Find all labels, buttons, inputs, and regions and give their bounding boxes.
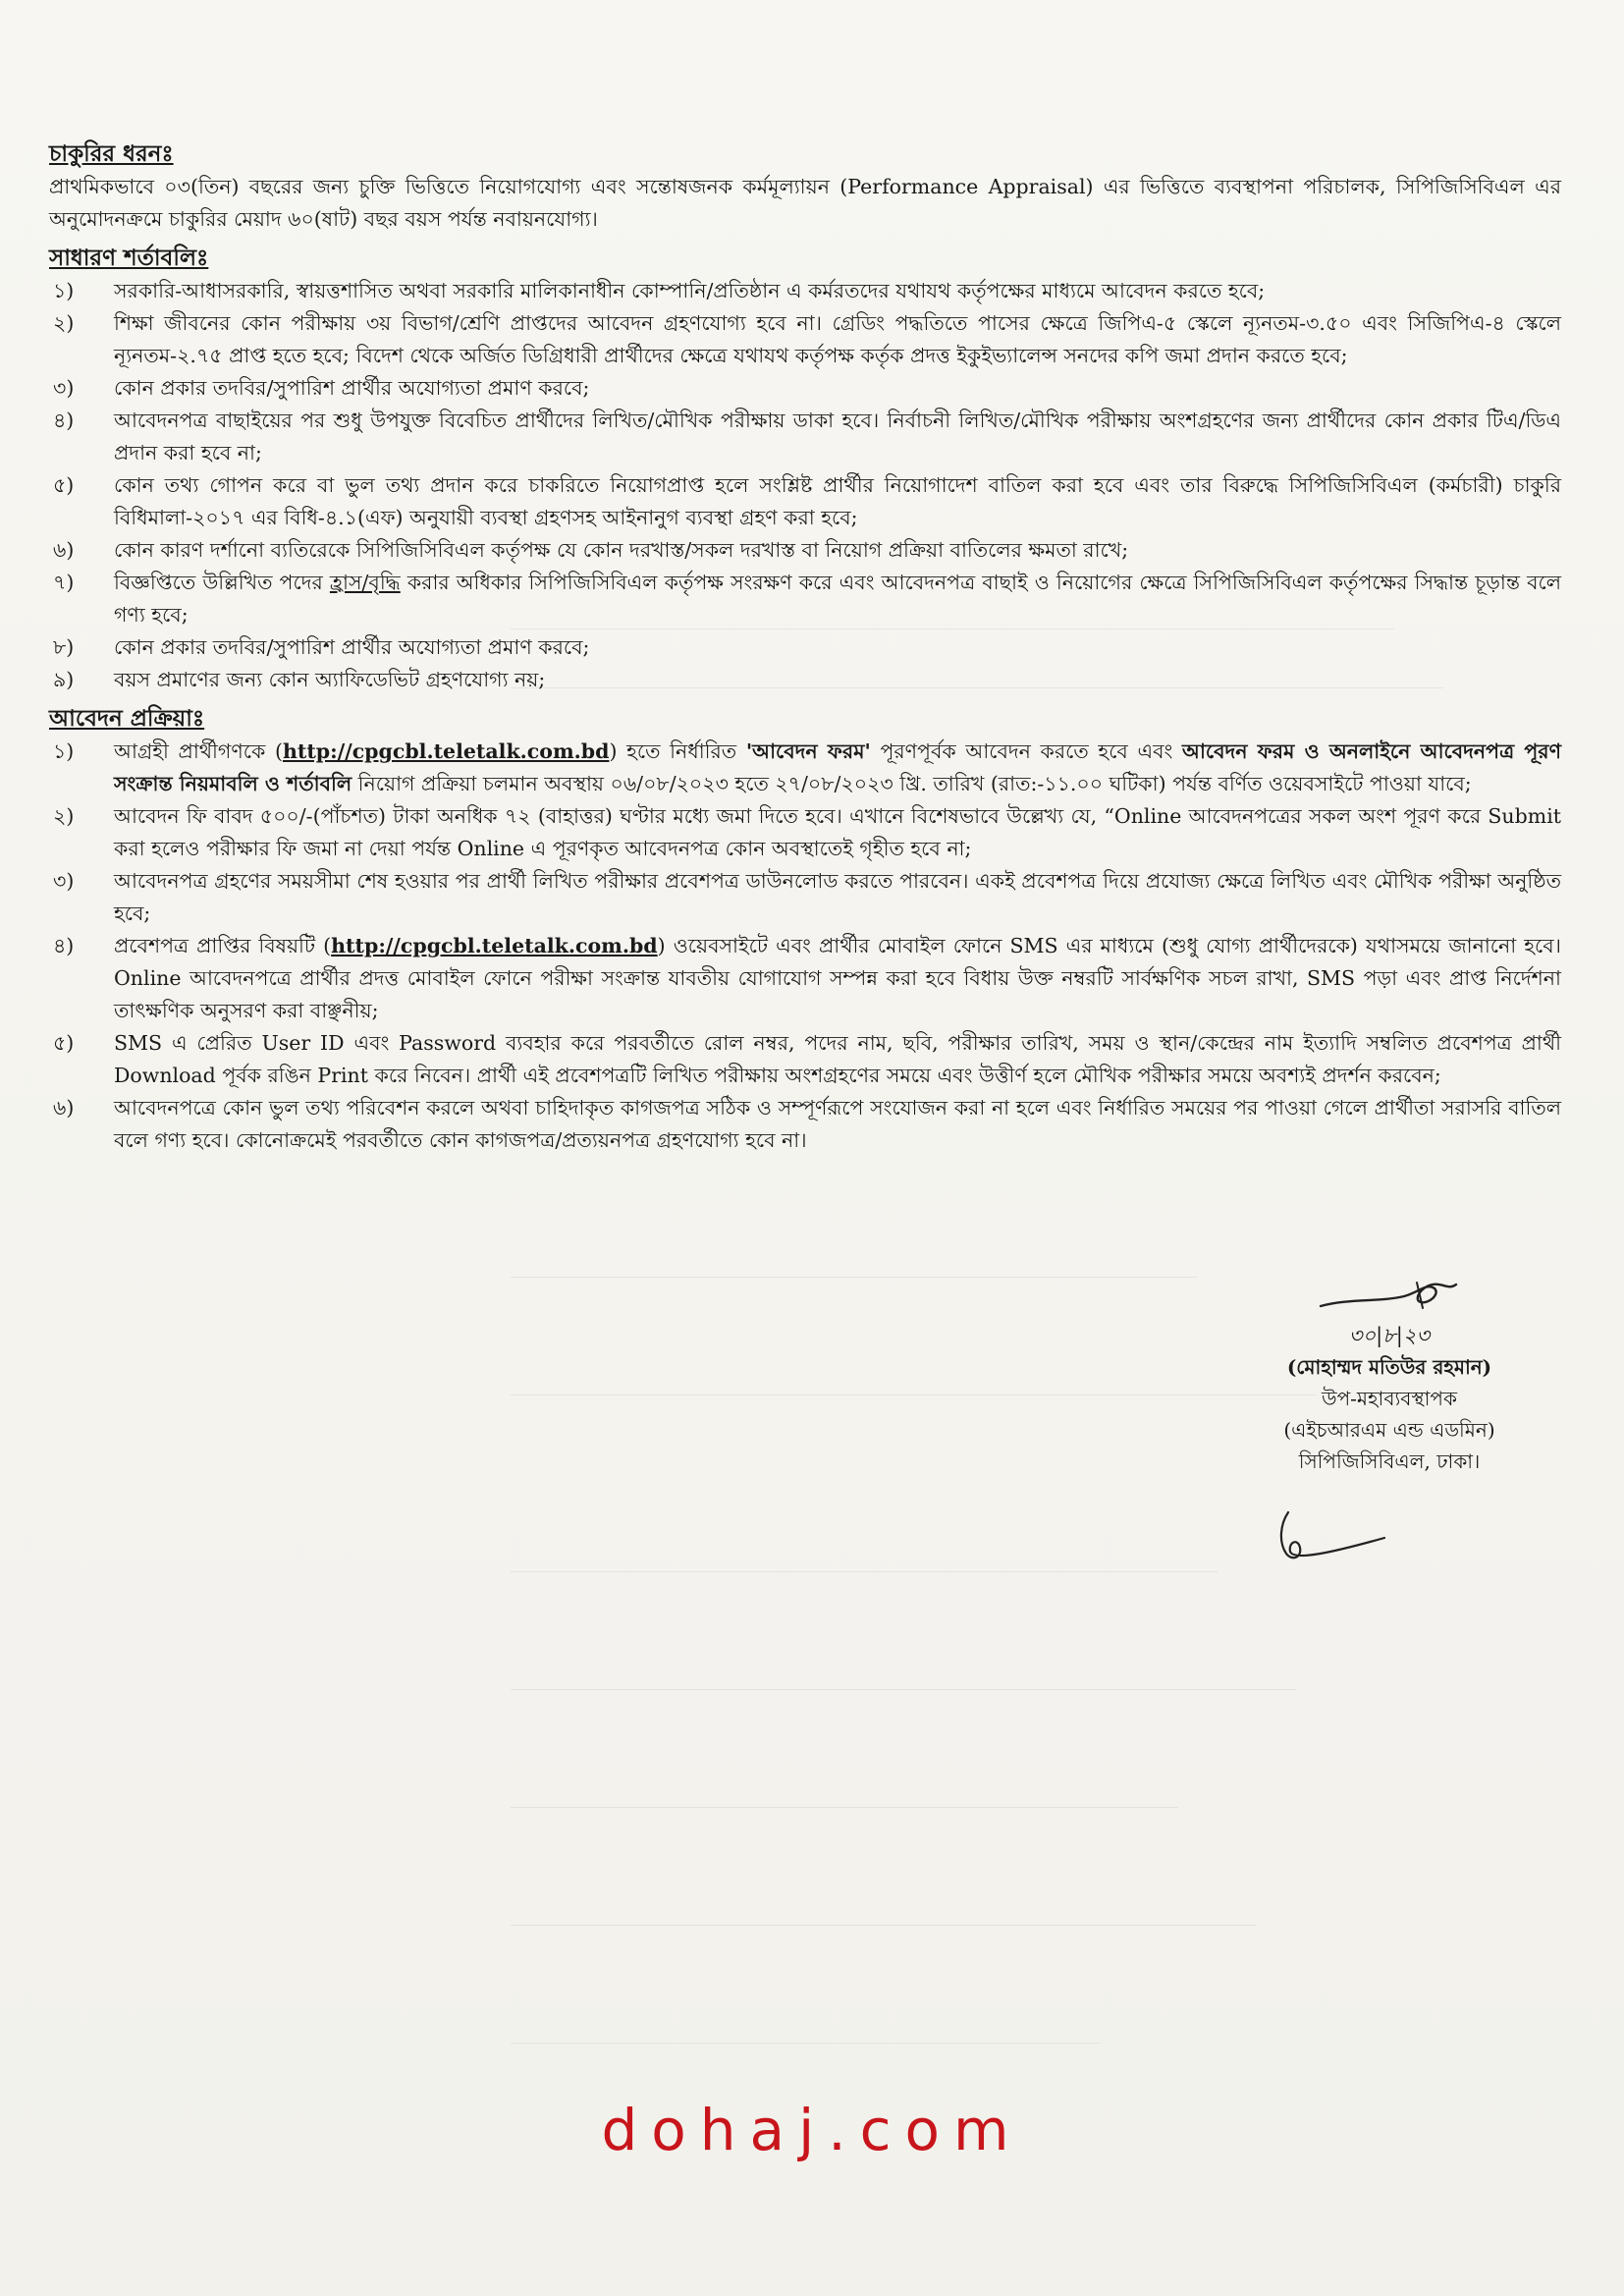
item-text: কোন প্রকার তদবির/সুপারিশ প্রার্থীর অযোগ্যতা প্রমাণ করবে; bbox=[114, 376, 590, 400]
item-text-part: করার অধিকার সিপিজিসিবিএল কর্তৃপক্ষ সংরক্ষণ করে এবং আবেদনপত্র বাছাই ও নিয়োগের ক্ষেত্রে সিপিজিসিবিএল কর্তৃপক্ষের সিদ্ধান্ত চূড়ান্ত বলে গণ্য হবে; bbox=[114, 571, 1561, 627]
document-body bbox=[49, 137, 1561, 1157]
list-item bbox=[49, 865, 1561, 930]
item-number: ৫) bbox=[53, 473, 75, 497]
item-number: ৪) bbox=[53, 409, 75, 432]
item-text-part: বিজ্ঞপ্তিতে উল্লিখিত পদের bbox=[114, 571, 330, 594]
item-number: ২) bbox=[53, 804, 75, 828]
item-text-bold: 'আবেদন ফরম' bbox=[745, 739, 871, 763]
list-item bbox=[49, 1027, 1561, 1092]
general-terms-heading: সাধারণ শর্তাবলিঃ bbox=[49, 245, 209, 271]
list-item bbox=[49, 372, 1561, 405]
application-process-heading: আবেদন প্রক্রিয়াঃ bbox=[49, 705, 205, 732]
signatory-designation: উপ-মহাব্যবস্থাপক bbox=[1322, 1387, 1457, 1410]
website-link[interactable]: http://cpgcbl.teletalk.com.bd bbox=[331, 934, 658, 957]
item-text: আবেদনপত্র বাছাইয়ের পর শুধু উপযুক্ত বিবেচিত প্রার্থীদের লিখিত/মৌখিক পরীক্ষায় ডাকা হবে। নির্বাচনী লিখিত/মৌখিক পরীক্ষায় অংশগ্রহণের জন্য প্রার্থীদের কোন প্রকার টিএ/ডিএ প্রদান করা হবে না; bbox=[114, 409, 1561, 465]
item-text-part: পূরণপূর্বক আবেদন করতে হবে এবং bbox=[870, 739, 1182, 763]
job-type-heading: চাকুরির ধরনঃ bbox=[49, 140, 174, 167]
signature-block bbox=[1232, 1277, 1546, 1477]
item-text bbox=[114, 930, 1561, 1027]
item-text bbox=[114, 736, 1561, 800]
item-number: ৩) bbox=[53, 869, 75, 893]
list-item bbox=[49, 405, 1561, 469]
application-process-list bbox=[49, 736, 1561, 1157]
item-text-part: ) ওয়েবসাইটে এবং প্রার্থীর মোবাইল ফোনে SMS এর মাধ্যমে (শুধু যোগ্য প্রার্থীদেরকে) যথাসময়ে জানানো হবে। Online আবেদনপত্রে প্রার্থীর প্রদত্ত মোবাইল ফোনে পরীক্ষা সংক্রান্ত যাবতীয় যোগাযোগ সম্পন্ন করা হবে বিধায় উক্ত নম্বরটি সার্বক্ষণিক সচল রাখা, SMS পড়া এবং প্রাপ্ত নির্দেশনা তাৎক্ষণিক অনুসরণ করা বাঞ্ছনীয়; bbox=[114, 934, 1562, 1022]
initial-mark bbox=[1267, 1503, 1404, 1571]
item-text: আবেদনপত্র গ্রহণের সময়সীমা শেষ হওয়ার পর প্রার্থী লিখিত পরীক্ষার প্রবেশপত্র ডাউনলোড করতে পারবেন। একই প্রবেশপত্র দিয়ে প্রযোজ্য ক্ষেত্রে লিখিত এবং মৌখিক পরীক্ষা অনুষ্ঠিত হবে; bbox=[114, 869, 1561, 925]
general-terms-list bbox=[49, 275, 1561, 696]
list-item bbox=[49, 567, 1561, 631]
item-text: SMS এ প্রেরিত User ID এবং Password ব্যবহার করে পরবর্তীতে রোল নম্বর, পদের নাম, ছবি, পরীক্ষার তারিখ, সময় ও স্থান/কেন্দ্রের নাম ইত্যাদি সম্বলিত প্রবেশপত্র প্রার্থী Download পূর্বক রঙিন Print করে নিবেন। প্রার্থী এই প্রবেশপত্রটি লিখিত পরীক্ষায় অংশগ্রহণের সময়ে এবং উত্তীর্ণ হলে মৌখিক পরীক্ষার সময়ে অবশ্যই প্রদর্শন করবেন; bbox=[114, 1031, 1561, 1087]
item-number: ১) bbox=[53, 279, 75, 302]
list-item bbox=[49, 664, 1561, 696]
item-number: ৭) bbox=[53, 571, 75, 594]
site-watermark: dohaj.com bbox=[601, 2097, 1023, 2163]
item-number: ৩) bbox=[53, 376, 75, 400]
item-number: ৮) bbox=[53, 635, 75, 659]
item-text: আবেদনপত্রে কোন ভুল তথ্য পরিবেশন করলে অথবা চাহিদাকৃত কাগজপত্র সঠিক ও সম্পূর্ণরূপে সংযোজন করা না হলে এবং নির্ধারিত সময়ের পর পাওয়া গেলে প্রার্থীতা সরাসরি বাতিল বলে গণ্য হবে। কোনোক্রমেই পরবর্তীতে কোন কাগজপত্র/প্রত্যয়নপত্র গ্রহণযোগ্য হবে না। bbox=[114, 1096, 1561, 1152]
item-number: ৫) bbox=[53, 1031, 75, 1055]
item-text: আবেদন ফি বাবদ ৫০০/-(পাঁচশত) টাকা অনধিক ৭২ (বাহাত্তর) ঘণ্টার মধ্যে জমা দিতে হবে। এখানে বিশেষভাবে উল্লেখ্য যে, “Online আবেদনপত্রের সকল অংশ পূরণ করে Submit করা হলেও পরীক্ষার ফি জমা না দেয়া পর্যন্ত Online এ পূরণকৃত আবেদনপত্র কোন অবস্থাতেই গৃহীত হবে না; bbox=[114, 804, 1561, 860]
list-item bbox=[49, 930, 1561, 1027]
list-item bbox=[49, 800, 1561, 865]
item-number: ২) bbox=[53, 311, 75, 335]
job-type-text: প্রাথমিকভাবে ০৩(তিন) বছরের জন্য চুক্তি ভিত্তিতে নিয়োগযোগ্য এবং সন্তোষজনক কর্মমূল্যায়ন (Performance Appraisal) এর ভিত্তিতে ব্যবস্থাপনা পরিচালক, সিপিজিসিবিএল এর অনুমোদনক্রমে চাকুরির মেয়াদ ৬০(ষাট) বছর বয়স পর্যন্ত নবায়নযোগ্য। bbox=[49, 175, 1561, 231]
item-text bbox=[114, 567, 1561, 631]
item-text: সরকারি-আধাসরকারি, স্বায়ত্তশাসিত অথবা সরকারি মালিকানাধীন কোম্পানি/প্রতিষ্ঠান এ কর্মরতদের যথাযথ কর্তৃপক্ষের মাধ্যমে আবেদন করতে হবে; bbox=[114, 279, 1266, 302]
item-text-part: নিয়োগ প্রক্রিয়া চলমান অবস্থায় ০৬/০৮/২০২৩ হতে ২৭/০৮/২০২৩ খ্রি. তারিখ (রাত:-১১.০০ ঘটিকা) পর্যন্ত বর্ণিত ওয়েবসাইটে পাওয়া যাবে; bbox=[352, 772, 1472, 795]
list-item bbox=[49, 534, 1561, 567]
list-item bbox=[49, 469, 1561, 534]
signature-scribble bbox=[1311, 1277, 1468, 1320]
item-text: কোন প্রকার তদবির/সুপারিশ প্রার্থীর অযোগ্যতা প্রমাণ করবে; bbox=[114, 635, 590, 659]
item-text-bold: আবেদন ফরম ও অনলাইনে আবেদনপত্র পূরণ সংক্রান্ত নিয়মাবলি ও শর্তাবলি bbox=[114, 739, 1561, 795]
item-text: বয়স প্রমাণের জন্য কোন অ্যাফিডেভিট গ্রহণযোগ্য নয়; bbox=[114, 668, 546, 691]
list-item bbox=[49, 631, 1561, 664]
item-number: ১) bbox=[53, 739, 75, 763]
item-text-part: প্রবেশপত্র প্রাপ্তির বিষয়টি ( bbox=[114, 934, 332, 957]
item-text-part: আগ্রহী প্রার্থীগণকে ( bbox=[114, 739, 283, 763]
signature-date: ৩০|৮|২৩ bbox=[1348, 1324, 1431, 1347]
general-terms-section bbox=[49, 242, 1561, 696]
application-process-section bbox=[49, 702, 1561, 1157]
item-number: ৯) bbox=[53, 668, 75, 691]
list-item bbox=[49, 736, 1561, 800]
list-item bbox=[49, 1092, 1561, 1157]
signatory-department: (এইচআরএম এন্ড এডমিন) bbox=[1283, 1418, 1495, 1442]
item-number: ৬) bbox=[53, 538, 75, 562]
item-text-part: ) হতে নির্ধারিত bbox=[609, 739, 746, 763]
item-number: ৪) bbox=[53, 934, 75, 957]
item-number: ৬) bbox=[53, 1096, 75, 1120]
website-link[interactable]: http://cpgcbl.teletalk.com.bd bbox=[282, 739, 610, 763]
signatory-name: (মোহাম্মদ মতিউর রহমান) bbox=[1286, 1355, 1492, 1379]
item-text: কোন তথ্য গোপন করে বা ভুল তথ্য প্রদান করে চাকরিতে নিয়োগপ্রাপ্ত হলে সংশ্লিষ্ট প্রার্থীর নিয়োগাদেশ বাতিল করা হবে এবং তার বিরুদ্ধে সিপিজিসিবিএল (কর্মচারী) চাকুরি বিধিমালা-২০১৭ এর বিধি-৪.১(এফ) অনুযায়ী ব্যবস্থা গ্রহণসহ আইনানুগ ব্যবস্থা গ্রহণ করা হবে; bbox=[114, 473, 1561, 529]
item-text: শিক্ষা জীবনের কোন পরীক্ষায় ৩য় বিভাগ/শ্রেণি প্রাপ্তদের আবেদন গ্রহণযোগ্য হবে না। গ্রেডিং পদ্ধতিতে পাসের ক্ষেত্রে জিপিএ-৫ স্কেলে ন্যূনতম-৩.৫০ এবং সিজিপিএ-৪ স্কেলে ন্যূনতম-২.৭৫ প্রাপ্ত হতে হবে; বিদেশ থেকে অর্জিত ডিগ্রিধারী প্রার্থীদের ক্ষেত্রে যথাযথ কর্তৃপক্ষ কর্তৃক প্রদত্ত ইকুইভ্যালেন্স সনদের কপি জমা প্রদান করতে হবে; bbox=[114, 311, 1561, 367]
signatory-office: সিপিজিসিবিএল, ঢাকা। bbox=[1298, 1449, 1481, 1473]
item-text: কোন কারণ দর্শানো ব্যতিরেকে সিপিজিসিবিএল কর্তৃপক্ষ যে কোন দরখাস্ত/সকল দরখাস্ত বা নিয়োগ প্রক্রিয়া বাতিলের ক্ষমতা রাখে; bbox=[114, 538, 1129, 562]
list-item bbox=[49, 307, 1561, 372]
item-text-underlined: হ্রাস/বৃদ্ধি bbox=[329, 571, 401, 594]
job-type-section bbox=[49, 137, 1561, 236]
list-item bbox=[49, 275, 1561, 307]
